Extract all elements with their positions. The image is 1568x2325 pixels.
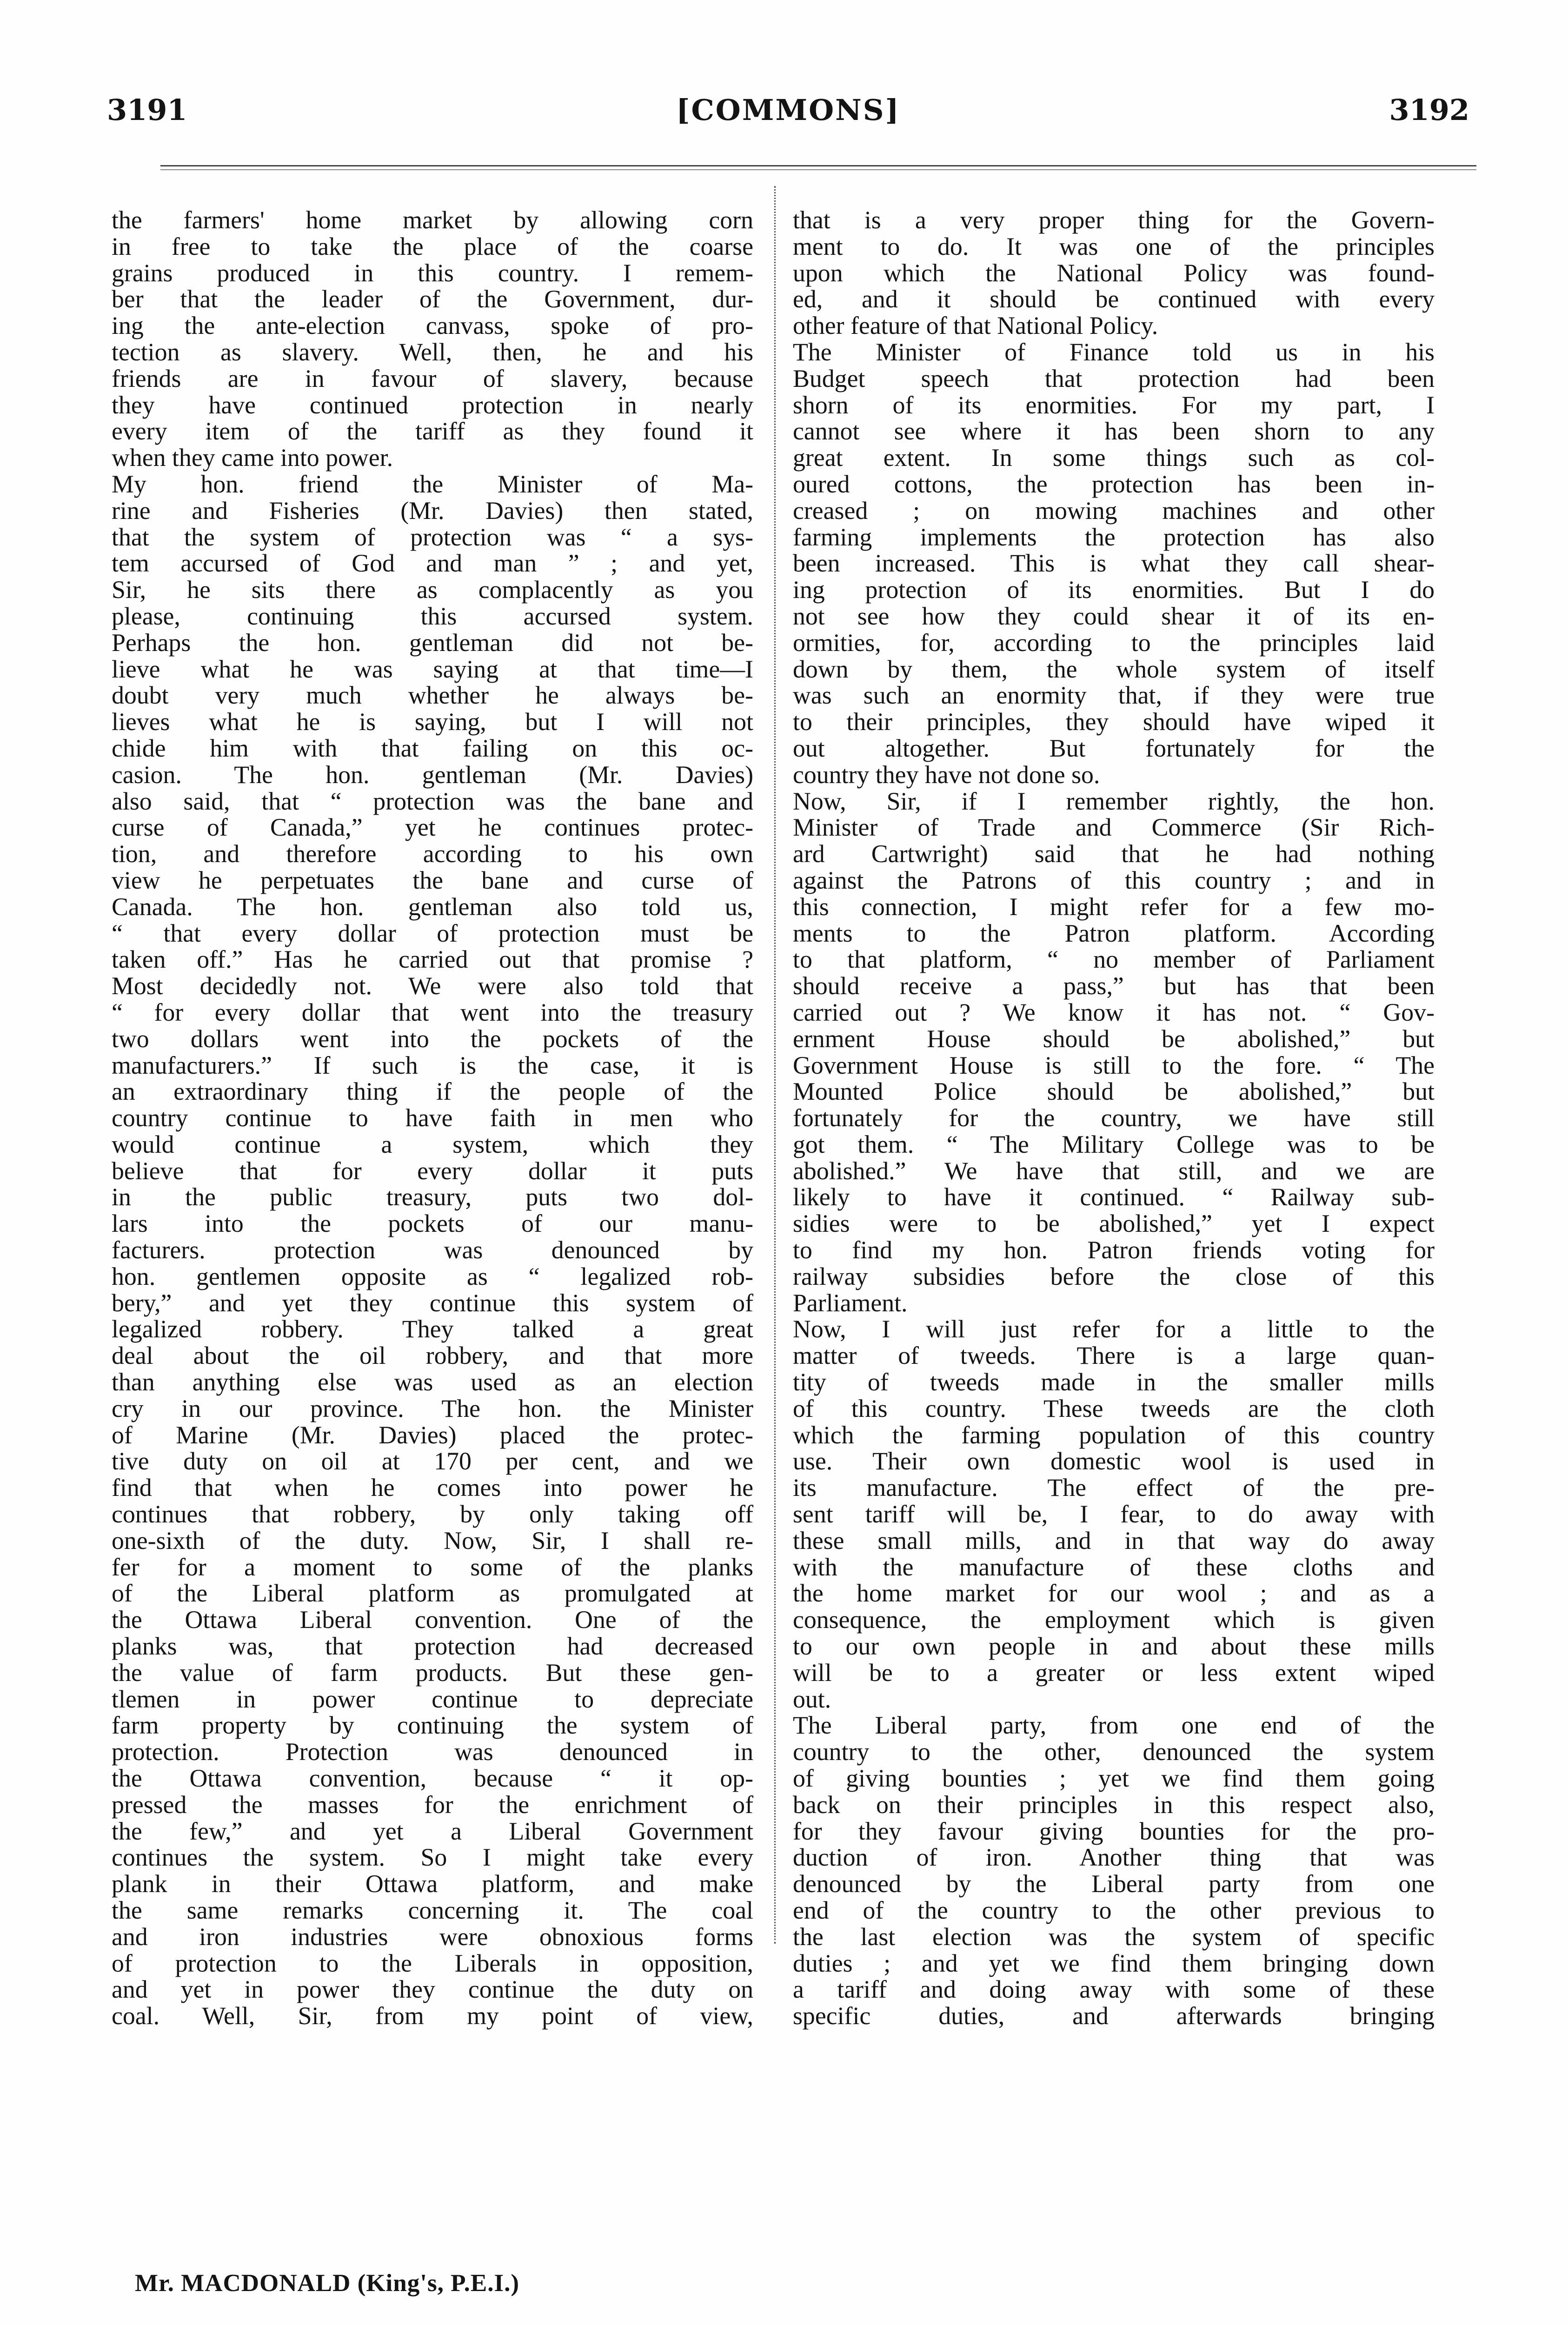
text-line: an extraordinary thing if the people of the <box>112 1077 753 1106</box>
text-line: these small mills, and in that way do away <box>793 1526 1435 1554</box>
text-line: a tariff and doing away with some of these <box>793 1975 1435 2004</box>
left-column <box>112 207 753 2029</box>
text-line: tity of tweeds made in the smaller mills <box>793 1368 1435 1396</box>
text-line: sent tariff will be, I fear, to do away with <box>793 1500 1435 1528</box>
text-line: for they favour giving bounties for the pro- <box>793 1817 1435 1845</box>
text-line: lieves what he is saying, but I will not <box>112 708 753 736</box>
text-line: use. Their own domestic wool is used in <box>793 1447 1435 1475</box>
text-line: likely to have it continued. “ Railway sub- <box>793 1183 1435 1211</box>
text-line: ing protection of its enormities. But I do <box>793 576 1435 604</box>
text-line: ment to do. It was one of the principles <box>793 232 1435 260</box>
text-line: the last election was the system of specific <box>793 1922 1435 1951</box>
text-line: fortunately for the country, we have still <box>793 1104 1435 1132</box>
page-number-right: 3192 <box>1389 93 1469 127</box>
text-line: and iron industries were obnoxious forms <box>112 1922 753 1951</box>
text-line: ed, and it should be continued with every <box>793 285 1435 313</box>
text-line: The Liberal party, from one end of the <box>793 1711 1435 1740</box>
text-line: Perhaps the hon. gentleman did not be- <box>112 628 753 657</box>
text-line: tlemen in power continue to depreciate <box>112 1685 753 1713</box>
text-line: Government House is still to the fore. “ The <box>793 1051 1435 1079</box>
text-line: curse of Canada,” yet he continues protec- <box>112 813 753 842</box>
text-line: ments to the Patron platform. According <box>793 919 1435 947</box>
text-line: cannot see where it has been shorn to any <box>793 417 1435 445</box>
text-line: cry in our province. The hon. the Minister <box>112 1394 753 1422</box>
text-line: railway subsidies before the close of this <box>793 1262 1435 1290</box>
text-line: to their principles, they should have wiped it <box>793 708 1435 736</box>
text-line: rine and Fisheries (Mr. Davies) then stated, <box>112 496 753 525</box>
text-line: of protection to the Liberals in opposition, <box>112 1949 753 1977</box>
text-line: when they came into power. <box>112 444 393 472</box>
text-line: back on their principles in this respect also, <box>793 1790 1435 1819</box>
text-line: that the system of protection was “ a sys- <box>112 523 753 551</box>
text-line: grains produced in this country. I remem- <box>112 259 753 287</box>
text-line: My hon. friend the Minister of Ma- <box>112 470 753 498</box>
text-line: coal. Well, Sir, from my point of view, <box>112 2002 753 2030</box>
page-title: [COMMONS] <box>676 93 900 127</box>
text-line: would continue a system, which they <box>112 1130 753 1158</box>
text-line: of Marine (Mr. Davies) placed the protec- <box>112 1421 753 1449</box>
text-line: ernment House should be abolished,” but <box>793 1024 1435 1053</box>
text-line: the value of farm products. But these gen- <box>112 1658 753 1687</box>
text-line: continues the system. So I might take every <box>112 1843 753 1872</box>
text-line: not see how they could shear it of its en- <box>793 602 1435 630</box>
text-line: Most decidedly not. We were also told that <box>112 972 753 1000</box>
text-line: ard Cartwright) said that he had nothing <box>793 840 1435 868</box>
text-line: was such an enormity that, if they were true <box>793 681 1435 710</box>
text-line: with the manufacture of these cloths and <box>793 1553 1435 1581</box>
text-line: abolished.” We have that still, and we are <box>793 1156 1435 1185</box>
text-line: manufacturers.” If such is the case, it is <box>112 1051 753 1079</box>
text-line: Minister of Trade and Commerce (Sir Rich- <box>793 813 1435 842</box>
text-line: to that platform, “ no member of Parliament <box>793 945 1435 974</box>
text-line: the farmers' home market by allowing corn <box>112 206 753 234</box>
text-line: farming implements the protection has also <box>793 523 1435 551</box>
text-line: out. <box>793 1685 831 1713</box>
text-line: tem accursed of God and man ” ; and yet, <box>112 549 753 578</box>
text-line: protection. Protection was denounced in <box>112 1738 753 1766</box>
text-line: “ that every dollar of protection must be <box>112 919 753 947</box>
text-line: out altogether. But fortunately for the <box>793 734 1435 762</box>
text-line: upon which the National Policy was found- <box>793 259 1435 287</box>
text-line: hon. gentlemen opposite as “ legalized rob- <box>112 1262 753 1290</box>
text-line: ber that the leader of the Government, dur- <box>112 285 753 313</box>
text-line: deal about the oil robbery, and that more <box>112 1342 753 1370</box>
text-line: country continue to have faith in men who <box>112 1104 753 1132</box>
text-line: every item of the tariff as they found it <box>112 417 753 445</box>
text-line: of giving bounties ; yet we find them going <box>793 1764 1435 1793</box>
text-line: legalized robbery. They talked a great <box>112 1315 753 1343</box>
text-line: shorn of its enormities. For my part, I <box>793 391 1435 419</box>
text-line: Now, I will just refer for a little to the <box>793 1315 1435 1343</box>
text-line: this connection, I might refer for a few mo- <box>793 892 1435 921</box>
text-line: ormities, for, according to the principles laid <box>793 628 1435 657</box>
text-line: the Ottawa convention, because “ it op- <box>112 1764 753 1793</box>
text-line: which the farming population of this country <box>793 1421 1435 1449</box>
text-line: Now, Sir, if I remember rightly, the hon. <box>793 787 1435 815</box>
column-divider <box>774 186 776 1944</box>
text-line: oured cottons, the protection has been in- <box>793 470 1435 498</box>
text-line: taken off.” Has he carried out that promise ? <box>112 945 753 974</box>
text-line: and yet in power they continue the duty on <box>112 1975 753 2004</box>
text-line: tection as slavery. Well, then, he and his <box>112 338 753 366</box>
text-line: carried out ? We know it has not. “ Gov- <box>793 998 1435 1026</box>
text-line: denounced by the Liberal party from one <box>793 1870 1435 1898</box>
text-line: its manufacture. The effect of the pre- <box>793 1474 1435 1502</box>
text-line: Budget speech that protection had been <box>793 364 1435 392</box>
text-line: planks was, that protection had decreased <box>112 1632 753 1661</box>
text-line: should receive a pass,” but has that been <box>793 972 1435 1000</box>
text-line: been increased. This is what they call shear- <box>793 549 1435 578</box>
text-line: the few,” and yet a Liberal Government <box>112 1817 753 1845</box>
text-line: two dollars went into the pockets of the <box>112 1024 753 1053</box>
page-header <box>107 93 1469 135</box>
text-line: they have continued protection in nearly <box>112 391 753 419</box>
text-line: ing the ante-election canvass, spoke of pro- <box>112 312 753 340</box>
text-line: Sir, he sits there as complacently as you <box>112 576 753 604</box>
text-line: chide him with that failing on this oc- <box>112 734 753 762</box>
text-line: pressed the masses for the enrichment of <box>112 1790 753 1819</box>
text-line: continues that robbery, by only taking off <box>112 1500 753 1528</box>
text-line: the home market for our wool ; and as a <box>793 1579 1435 1608</box>
text-line: “ for every dollar that went into the treasury <box>112 998 753 1026</box>
text-line: than anything else was used as an election <box>112 1368 753 1396</box>
text-line: lars into the pockets of our manu- <box>112 1209 753 1238</box>
text-line: Parliament. <box>793 1289 908 1317</box>
text-line: doubt very much whether he always be- <box>112 681 753 710</box>
text-line: end of the country to the other previous to <box>793 1896 1435 1924</box>
text-line: believe that for every dollar it puts <box>112 1156 753 1185</box>
text-line: the same remarks concerning it. The coal <box>112 1896 753 1924</box>
text-line: plank in their Ottawa platform, and make <box>112 1870 753 1898</box>
text-line: duction of iron. Another thing that was <box>793 1843 1435 1872</box>
text-line: sidies were to be abolished,” yet I expect <box>793 1209 1435 1238</box>
text-line: also said, that “ protection was the bane and <box>112 787 753 815</box>
text-line: in the public treasury, puts two dol- <box>112 1183 753 1211</box>
text-line: tive duty on oil at 170 per cent, and we <box>112 1447 753 1475</box>
text-line: country they have not done so. <box>793 760 1100 789</box>
text-line: view he perpetuates the bane and curse of <box>112 866 753 894</box>
text-line: will be to a greater or less extent wiped <box>793 1658 1435 1687</box>
text-line: got them. “ The Military College was to be <box>793 1130 1435 1158</box>
text-line: country to the other, denounced the system <box>793 1738 1435 1766</box>
header-rule <box>160 165 1476 170</box>
text-line: creased ; on mowing machines and other <box>793 496 1435 525</box>
text-line: consequence, the employment which is given <box>793 1606 1435 1634</box>
text-line: fer for a moment to some of the planks <box>112 1553 753 1581</box>
page-number-left: 3191 <box>107 93 187 127</box>
text-line: of the Liberal platform as promulgated at <box>112 1579 753 1608</box>
text-line: other feature of that National Policy. <box>793 312 1158 340</box>
text-line: to find my hon. Patron friends voting for <box>793 1236 1435 1264</box>
text-line: find that when he comes into power he <box>112 1474 753 1502</box>
text-line: duties ; and yet we find them bringing down <box>793 1949 1435 1977</box>
text-line: to our own people in and about these mills <box>793 1632 1435 1661</box>
text-line: down by them, the whole system of itself <box>793 655 1435 683</box>
speaker-footer: Mr. MACDONALD (King's, P.E.I.) <box>135 2270 519 2297</box>
text-line: friends are in favour of slavery, because <box>112 364 753 392</box>
text-line: matter of tweeds. There is a large quan- <box>793 1342 1435 1370</box>
text-line: the Ottawa Liberal convention. One of the <box>112 1606 753 1634</box>
text-line: against the Patrons of this country ; and in <box>793 866 1435 894</box>
right-column <box>793 207 1435 2029</box>
text-line: of this country. These tweeds are the cloth <box>793 1394 1435 1422</box>
text-line: Canada. The hon. gentleman also told us, <box>112 892 753 921</box>
text-line: great extent. In some things such as col- <box>793 444 1435 472</box>
text-line: one-sixth of the duty. Now, Sir, I shall re- <box>112 1526 753 1554</box>
text-line: Mounted Police should be abolished,” but <box>793 1077 1435 1106</box>
text-line: that is a very proper thing for the Govern- <box>793 206 1435 234</box>
text-line: farm property by continuing the system of <box>112 1711 753 1740</box>
text-line: in free to take the place of the coarse <box>112 232 753 260</box>
text-line: lieve what he was saying at that time—I <box>112 655 753 683</box>
text-line: casion. The hon. gentleman (Mr. Davies) <box>112 760 753 789</box>
text-line: The Minister of Finance told us in his <box>793 338 1435 366</box>
text-line: bery,” and yet they continue this system of <box>112 1289 753 1317</box>
text-line: specific duties, and afterwards bringing <box>793 2002 1435 2030</box>
text-line: facturers. protection was denounced by <box>112 1236 753 1264</box>
text-line: please, continuing this accursed system. <box>112 602 753 630</box>
text-line: tion, and therefore according to his own <box>112 840 753 868</box>
